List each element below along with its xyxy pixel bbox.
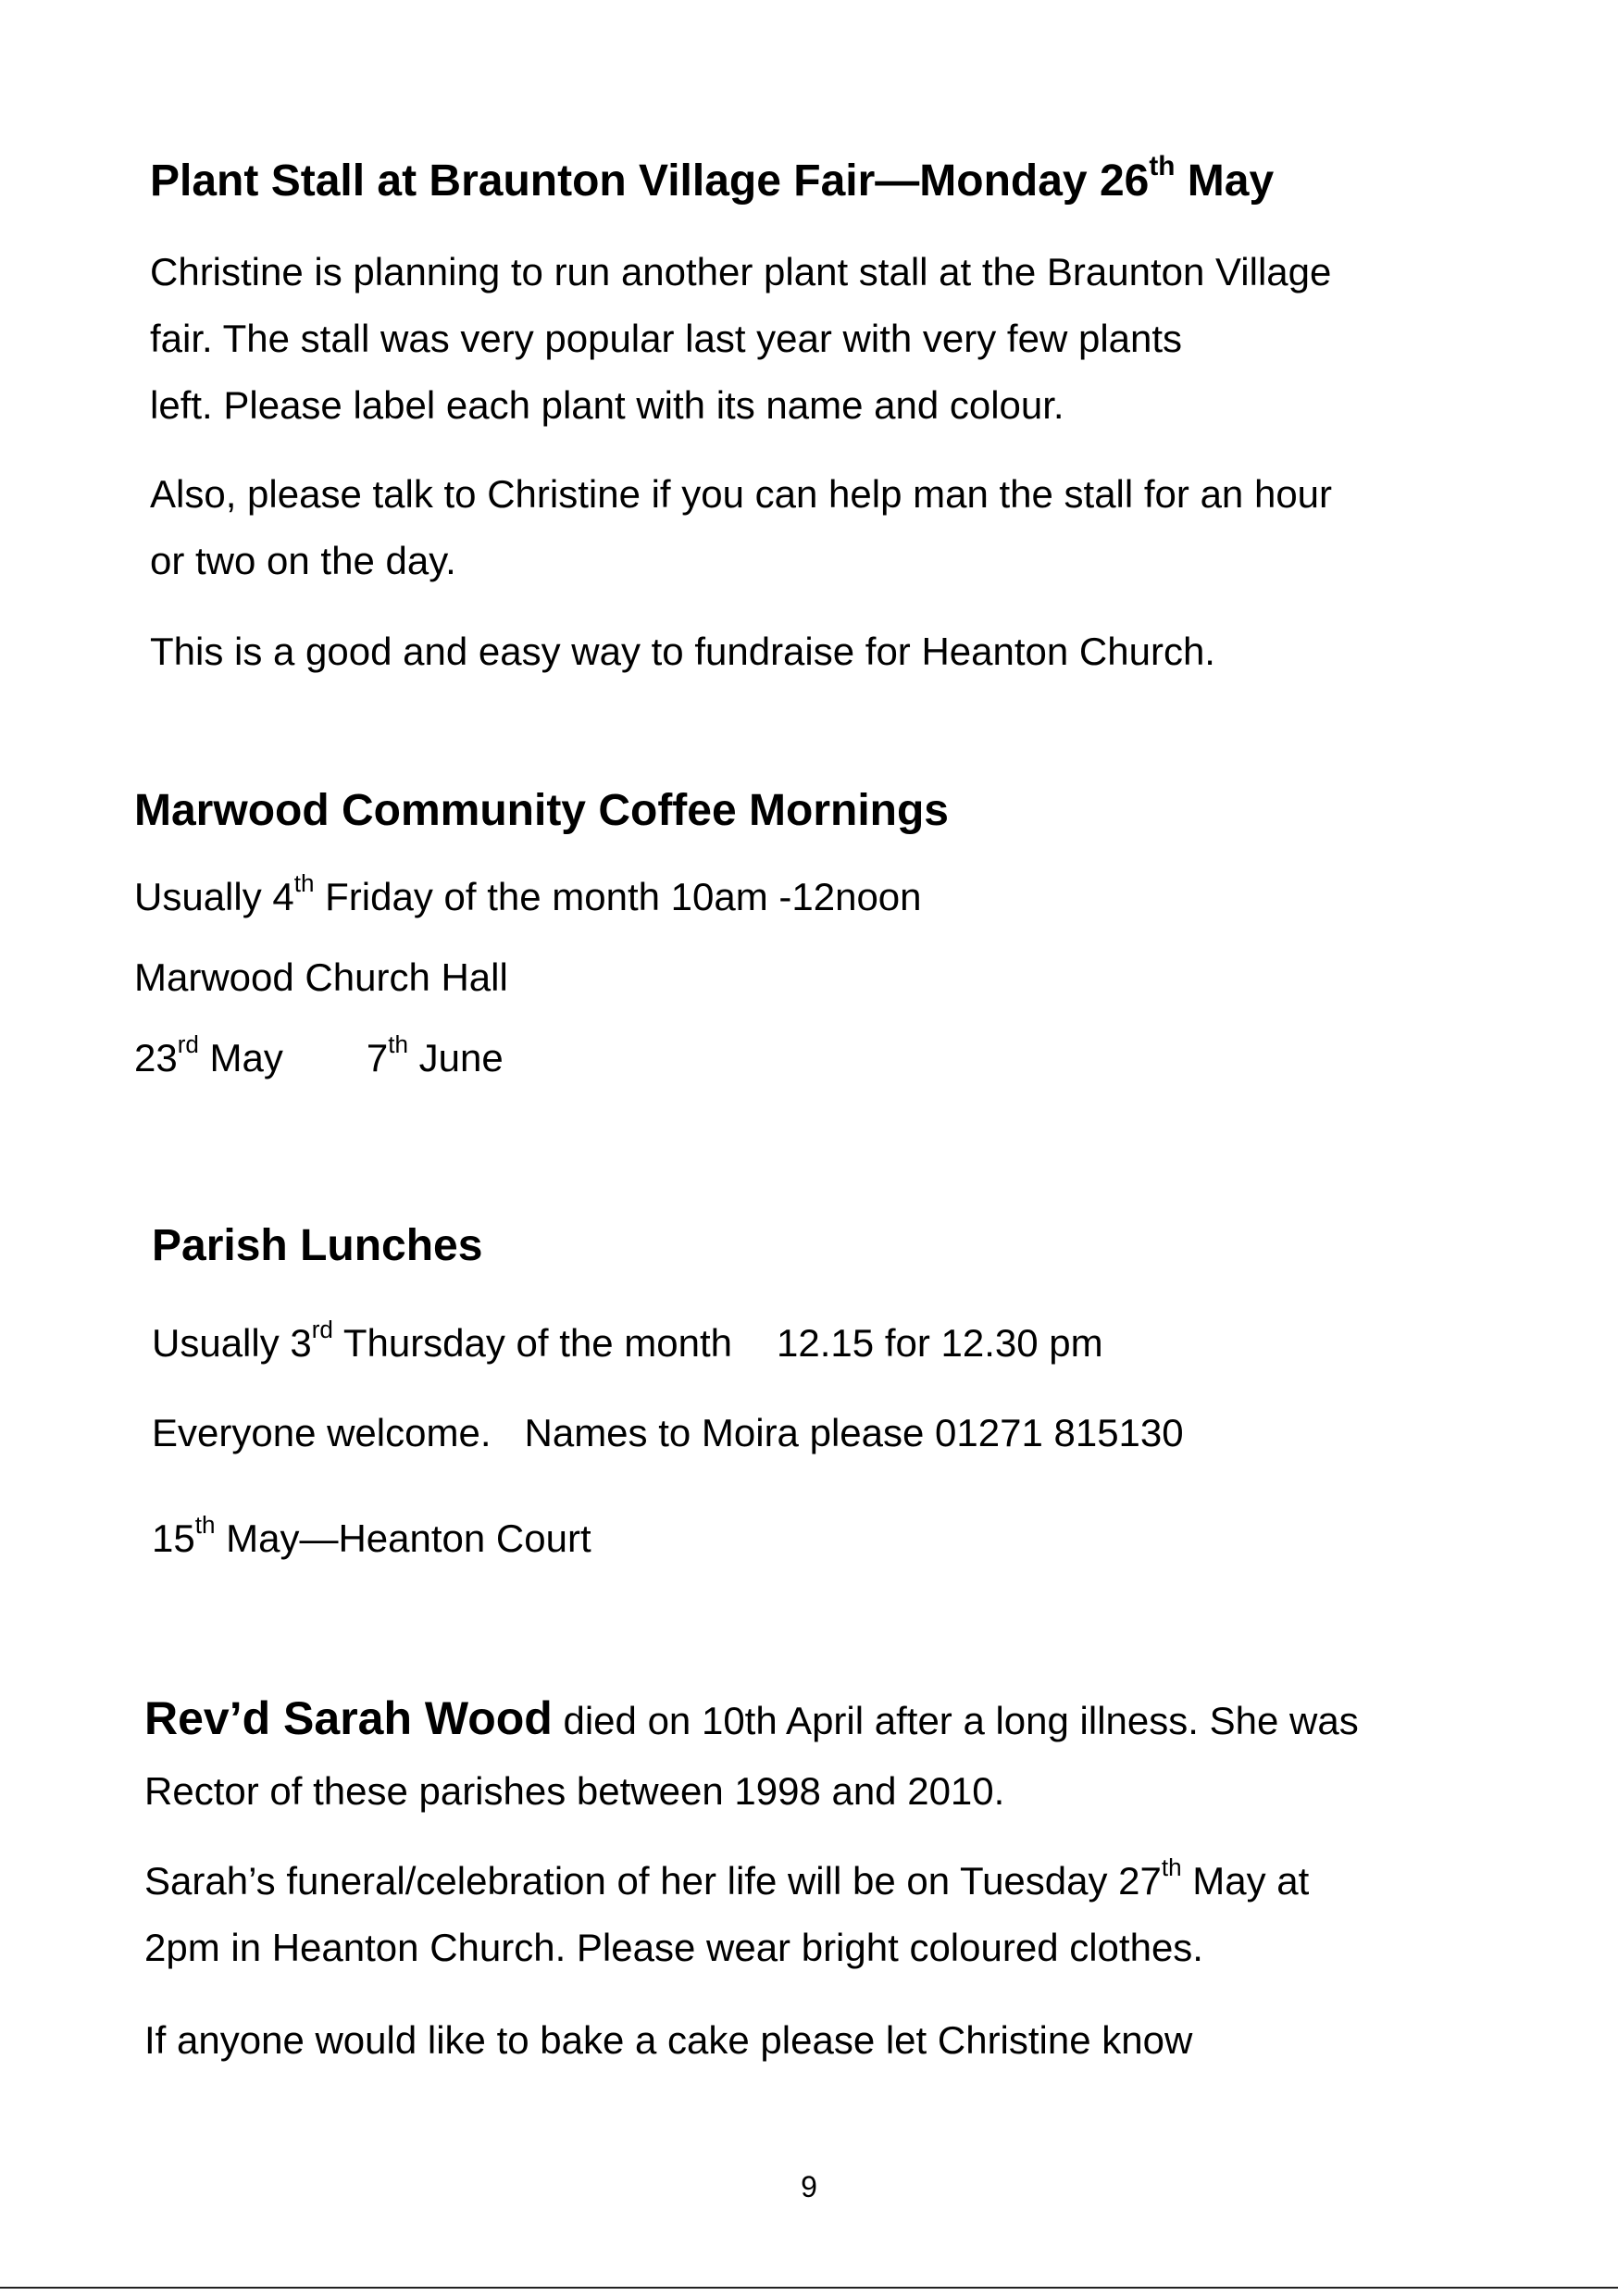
plant-stall-title-text: Plant Stall at Braunton Village Fair—Monday 26	[150, 156, 1150, 206]
coffee-date-2-month: June	[407, 1036, 504, 1079]
sarah-para-1	[144, 1685, 1359, 1825]
plant-stall-para-2	[150, 461, 1332, 594]
lunches-contact	[152, 1400, 1184, 1466]
lunches-welcome: Everyone welcome.	[152, 1411, 492, 1454]
plant-stall-title-sup: th	[1149, 150, 1176, 181]
lunches-schedule-a: Usually 3	[152, 1321, 312, 1365]
lunches-next-sup: th	[194, 1511, 216, 1540]
coffee-venue: Marwood Church Hall	[134, 955, 508, 999]
lunches-next-venue: May—Heanton Court	[215, 1516, 591, 1560]
coffee-schedule	[134, 864, 922, 930]
plant-stall-title	[150, 150, 1275, 206]
plant-stall-para-3	[150, 618, 1215, 685]
lunches-schedule	[152, 1310, 1103, 1377]
plant-stall-p2-line-1: Also, please talk to Christine if you can help man the stall for an hour	[150, 472, 1333, 516]
lunches-title: Parish Lunches	[152, 1221, 483, 1270]
sarah-p1-line-1-rest: died on 10th April after a long illness. She was	[552, 1699, 1359, 1742]
coffee-date-2-sup: th	[388, 1030, 408, 1059]
lunches-names-to: Names to Moira please 01271 815130	[524, 1411, 1184, 1454]
sarah-p2-line-1	[144, 1848, 1309, 1915]
lunches-time: 12.15 for 12.30 pm	[777, 1321, 1103, 1365]
bottom-border-line	[0, 2287, 1618, 2289]
page-number: 9	[801, 2170, 817, 2203]
coffee-date-1-sup: rd	[177, 1030, 199, 1059]
sarah-name: Rev’d Sarah Wood	[144, 1692, 553, 1744]
coffee-schedule-b: Friday of the month 10am -12noon	[314, 875, 922, 918]
sarah-p2-line-2: 2pm in Heanton Church. Please wear bright coloured clothes.	[144, 1926, 1203, 1969]
coffee-schedule-sup: th	[293, 869, 315, 898]
sarah-p1-line-1	[144, 1685, 1359, 1754]
lunches-next-num: 15	[152, 1516, 195, 1560]
coffee-schedule-a: Usually 4	[134, 875, 294, 918]
sarah-p2-line-1-b: May at	[1181, 1859, 1310, 1903]
sarah-p2-line-1-a: Sarah’s funeral/celebration of her life will be on Tuesday 27	[144, 1859, 1162, 1903]
coffee-date-1-month: May	[198, 1036, 283, 1079]
plant-stall-p1-line-1: Christine is planning to run another plant stall at the Braunton Village	[150, 250, 1332, 293]
coffee-date-1-num: 23	[134, 1036, 178, 1079]
coffee-date-2-num: 7	[366, 1036, 389, 1079]
sarah-para-2	[144, 1848, 1309, 1981]
coffee-date-1	[134, 1030, 283, 1079]
lunches-schedule-b: Thursday of the month	[332, 1321, 733, 1365]
lunches-schedule-sup: rd	[311, 1316, 333, 1344]
lunches-next	[152, 1505, 591, 1572]
coffee-dates	[134, 1025, 504, 1092]
coffee-title: Marwood Community Coffee Mornings	[134, 786, 949, 835]
plant-stall-title-month: May	[1175, 156, 1275, 206]
plant-stall-p1-line-3: left. Please label each plant with its name and colour.	[150, 383, 1064, 427]
plant-stall-para-1	[150, 239, 1331, 439]
plant-stall-p3-line: This is a good and easy way to fundraise for Heanton Church.	[150, 630, 1215, 673]
sarah-para-3: If anyone would like to bake a cake please let Christine know	[144, 2018, 1193, 2062]
plant-stall-p2-line-2: or two on the day.	[150, 539, 456, 582]
sarah-p1-line-2: Rector of these parishes between 1998 and 2010.	[144, 1769, 1005, 1813]
coffee-date-2	[366, 1030, 504, 1079]
sarah-p2-line-1-sup: th	[1161, 1853, 1182, 1882]
plant-stall-p1-line-2: fair. The stall was very popular last year with very few plants	[150, 317, 1183, 360]
